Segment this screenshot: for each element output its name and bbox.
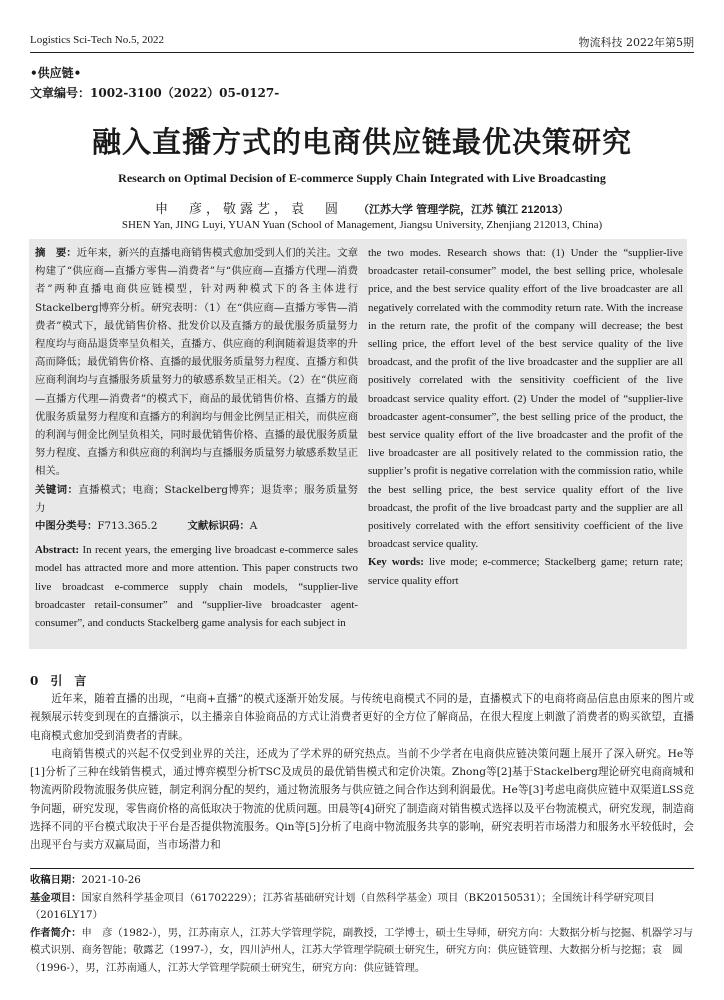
abstract-cn-text: 近年来，新兴的直播电商销售模式愈加受到人们的关注。文章构建了“供应商—直播方零售—消费者”与“供应商—直播方代理—消费者”两种直播电商供应链模型，针对两种模式下的各主体进行Stackelberg博弈分析。研究表明：（1）在“供应商—直播方零售—消费者”模式下，最优销售价格、批发价以及直播方的最优服务质量努力程度均与商品退货率呈负相关，直播方、供应商的利润随着退货率的升高而降低；最优销售价格、直播的最优服务质量努力程度、直播方和供应商利润均与直播服务质量努力的敏感系数呈正相关。（2）在“供应商—直播方代理—消费者”的模式下，商品的最优销售价格、直播方的最优服务质量努力程度和直播方的利润均与佣金比例呈正相关，而供应商的利润与佣金比例呈负相关，同时最优销售价格、直播的最优服务质量努力程度、直播方和供应商的利润均与直播服务质量努力敏感系数呈正相关。 — [35, 247, 359, 478]
intro-body — [30, 690, 694, 855]
keywords-cn — [35, 481, 358, 517]
footnote-text: 国家自然科学基金项目（61702229）；江苏省基础研究计划（自然科学基金）项目（BK20150531）；全国统计科学研究项目（2016LY17） — [30, 891, 655, 922]
keywords-en-label: Key words: — [368, 556, 429, 569]
intro-paragraph: 近年来，随着直播的出现，“电商+直播”的模式逐渐开始发展。与传统电商模式不同的是，直播模式下的电商将商品信息由原来的图片或视频展示转变到现在的直播演示，以主播亲自体验商品的方式让消费者更好的全方位了解商品，在很大程度上刺激了消费者的购买欲望，直播电商模式愈加受到消费者的青睐。 — [30, 693, 694, 742]
keywords-cn-text: 直播模式；电商；Stackelberg博弈；退货率；服务质量努力 — [35, 483, 358, 514]
footnote-authors — [30, 925, 694, 978]
title-english: Research on Optimal Decision of E-commerce Supply Chain Integrated with Live Broadcasting — [118, 171, 606, 185]
journal-name-cn: 物流科技 2022年第5期 — [578, 36, 694, 49]
section-tag: •供应链• — [30, 66, 82, 80]
footnote-text: 2021-10-26 — [81, 874, 141, 886]
keywords-en-text: live mode; e-commerce; Stackelberg game; return rate; service quality effort — [368, 556, 683, 587]
footnote-label: 基金项目： — [30, 891, 82, 904]
authors-chinese — [0, 198, 724, 217]
abstract-cn — [35, 244, 358, 481]
section-heading-intro: 0 引 言 — [30, 674, 87, 688]
footnote-text: 申 彦（1982-），男，江苏南京人，江苏大学管理学院，副教授，工学博士，硕士生导师，研究方向：大数据分析与挖掘、机器学习与模式识别、商务智能；敬露艺（1997-），女，四川泸州人，江苏大学管理学院硕士研究生，研究方向：供应链管理、大数据分析与挖掘；袁 圆（1996-），男，江苏南通人，江苏大学管理学院硕士研究生，研究方向：供应链管理。 — [30, 926, 693, 974]
abstract-en-continued: the two modes. Research shows that: (1) Under the “supplier-live broadcaster retail-consumer” model, the best selling price, wholesale price, and the best service quality effort of the live broadcaster are all negatively correlated with the commodity return rate. With the increase in the return rate, the profit of the company will decrease; the best selling price, the effort level of the best service quality of the live broadcast, and the profit of the live broadcaster and the supplier are all positively correlated with the sensitivity coefficient of the live broadcast service quality effort. (2) Under the model of “supplier-live broadcaster agent-consumer”, the best selling price of the product, the best service quality effort of the live broadcaster and the profit of the live broadcaster are all positively related to the commission ratio, the supplier’s profit is negative correlation with the commission ratio, while the best selling price, the best service quality effort of the live broadcast, the profit of the live broadcast party and the supplier are all positively correlated with the effort sensitivity coefficient of the live broadcast service quality. — [368, 247, 683, 551]
affiliation-cn: （江苏大学 管理学院，江苏 镇江 212013） — [358, 204, 569, 216]
authors-english: SHEN Yan, JING Luyi, YUAN Yuan (School of Management, Jiangsu University, Zhenjiang 212013, China) — [121, 219, 603, 231]
clc-label: 中图分类号： — [35, 520, 98, 533]
classification-row — [35, 517, 358, 535]
doc-code-label: 文献标识码： — [187, 520, 250, 533]
abstract-right-column — [368, 244, 683, 590]
abstract-en-text: In recent years, the emerging live broadcast e-commerce sales model has attracted more and more attention. This paper constructs two live broadcast e-commerce supply chain models, “supplier-live broadcaster retail-consumer” and “supplier-live broadcaster agent-consumer”, and conducts Stackelberg game analysis for each subject in — [35, 544, 358, 630]
abstract-en-label: Abstract: — [35, 544, 80, 557]
footnotes — [30, 872, 694, 978]
article-number: 文章编号：1002-3100（2022）05-0127- — [30, 86, 280, 100]
footnote-received — [30, 872, 694, 890]
footnote-divider — [30, 868, 694, 869]
abstract-cn-label: 摘 要： — [35, 247, 77, 259]
abstract-box — [29, 239, 687, 649]
journal-name-en: Logistics Sci-Tech No.5, 2022 — [30, 34, 164, 46]
doc-code-value: A — [249, 520, 258, 533]
abstract-left-column — [35, 244, 358, 632]
footnote-funding — [30, 890, 694, 925]
clc-value: F713.365.2 — [97, 520, 158, 533]
running-header — [30, 32, 694, 53]
keywords-en — [368, 553, 683, 589]
footnote-label: 作者简介： — [30, 926, 82, 939]
abstract-en — [35, 541, 358, 632]
author-names-cn: 申 彦，敬露艺，袁 圆 — [155, 202, 343, 217]
intro-paragraph: 电商销售模式的兴起不仅受到业界的关注，还成为了学术界的研究热点。当前不少学者在电商供应链决策问题上展开了深入研究。He等[1]分析了三种在线销售模式，通过博弈模型分析TSC及成员的最优销售模式和定价决策。Zhong等[2]基于Stackelberg理论研究电商商城和物流两阶段物流服务供应链，制定利润分配的契约，通过物流服务与供应链之间合作达到利润最优。He等[3]考虑电商供应链中双渠道LSS竞争问题，研究发现，零售商价格的高低取决于物流的优质问题。田晨等[4]研究了制造商对销售模式选择以及平台物流模式，研究发现，制造商选择不同的平台模式取决于平台是否提供物流服务。Qin等[5]分析了电商中物流服务共享的影响，研究表明若市场潜力和服务水平较低时，会出现平台与卖方双赢局面，当市场潜力和 — [30, 747, 694, 852]
title-chinese: 融入直播方式的电商供应链最优决策研究 — [91, 125, 632, 159]
footnote-label: 收稿日期： — [30, 874, 82, 886]
keywords-cn-label: 关键词： — [35, 483, 79, 496]
